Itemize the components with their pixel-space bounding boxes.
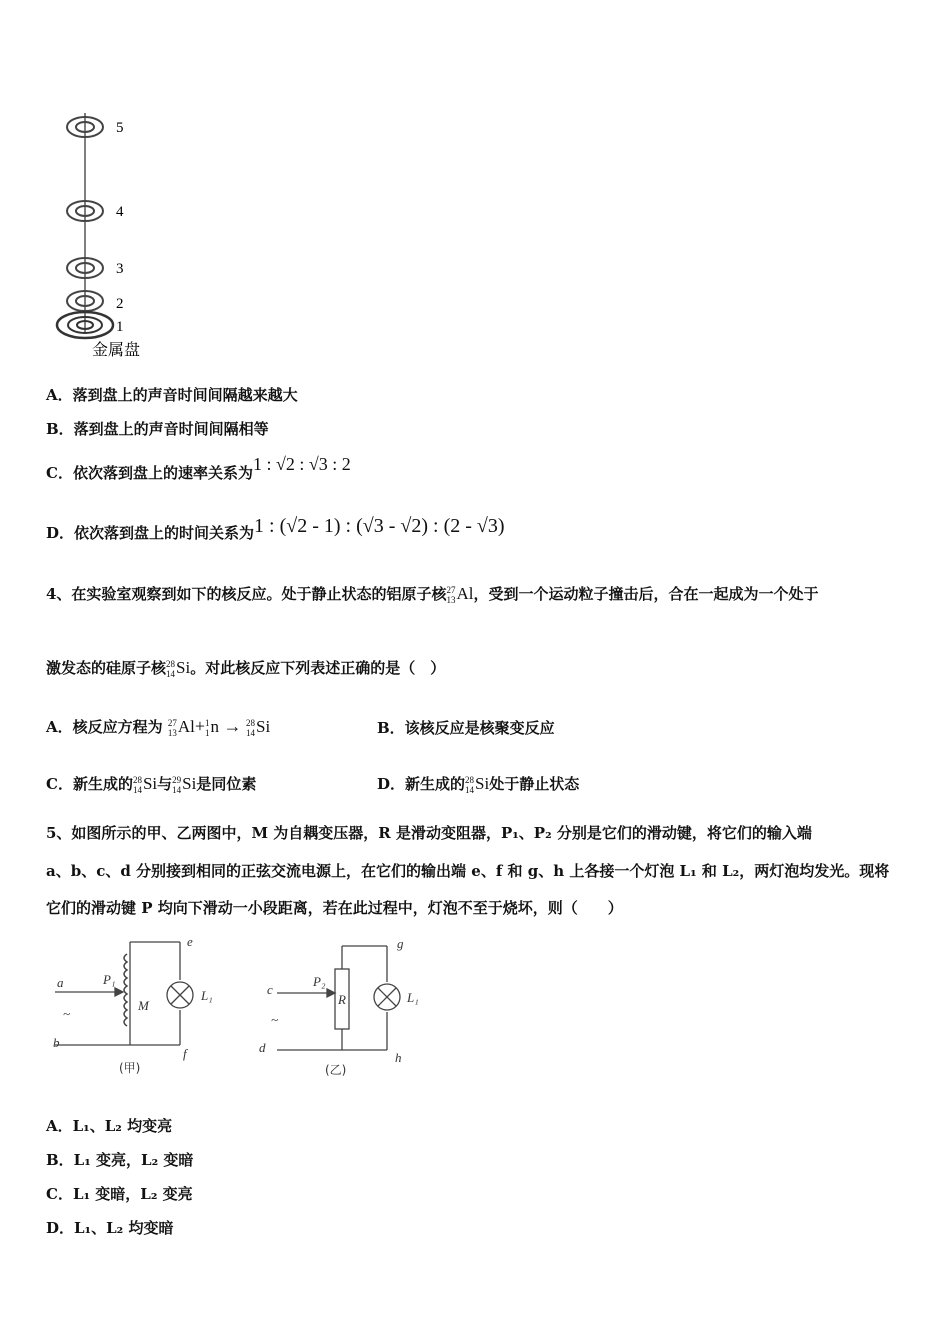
ring-label-2: 2 [116, 296, 124, 312]
circuit-yi [277, 946, 387, 1050]
caption-yi: (乙) [325, 1063, 347, 1077]
q5-option-c[interactable]: C．L₁ 变暗，L₂ 变亮 [46, 1185, 193, 1203]
q3-option-c-math: 1 : √2 : √3 : 2 [252, 454, 351, 474]
ring-label-3: 3 [116, 261, 124, 277]
d-si-28 [465, 774, 489, 795]
q4-option-c[interactable] [46, 774, 256, 795]
q4-option-c-text2: 与 [157, 775, 173, 793]
plate-label: 金属盘 [92, 340, 141, 359]
ring-label-5: 5 [116, 120, 124, 136]
eq-al-symbol: Al [177, 717, 195, 736]
label-tilde-jia: ~ [63, 1006, 71, 1021]
c-si29-mass: 29 [172, 775, 182, 785]
q5-option-d[interactable]: D．L₁、L₂ 均变暗 [46, 1219, 174, 1237]
q3-option-d-text: D．依次落到盘上的时间关系为 [46, 524, 255, 542]
q4-option-d[interactable] [377, 774, 579, 795]
equation-si [246, 717, 270, 738]
eq-al-charge: 13 [167, 728, 177, 738]
q4-option-c-text3: 是同位素 [196, 775, 257, 793]
circuit-figure [45, 932, 445, 1082]
nuclide-al-27 [446, 584, 473, 605]
eq-si-charge: 14 [246, 728, 256, 738]
q4-stem-part2: ，受到一个运动粒子撞击后，合在一起成为一个处于 [473, 585, 819, 603]
label-f: f [183, 1046, 187, 1061]
si28-charge: 14 [166, 669, 176, 679]
d-si28-symbol: Si [475, 774, 490, 793]
q5-option-a[interactable]: A．L₁、L₂ 均变亮 [46, 1117, 173, 1135]
ring-label-4: 4 [116, 204, 124, 220]
label-tilde-yi: ~ [271, 1012, 279, 1027]
c-si29-charge: 14 [172, 785, 182, 795]
eq-si-symbol: Si [256, 717, 271, 736]
label-p2: P₂ [313, 974, 326, 989]
nuclide-si-28 [166, 658, 190, 679]
equation-al [168, 717, 195, 738]
q4-option-b[interactable]: B．该核反应是核聚变反应 [377, 719, 555, 737]
label-d: d [259, 1040, 266, 1055]
ring-label-1: 1 [116, 319, 124, 335]
c-si-28 [133, 774, 157, 795]
q4-option-a[interactable] [46, 716, 270, 738]
label-g: g [397, 936, 404, 951]
plus-sign: + [194, 716, 206, 736]
caption-jia: (甲) [119, 1061, 141, 1075]
label-e: e [187, 934, 193, 949]
eq-si-mass: 28 [246, 718, 256, 728]
q5-option-b[interactable]: B．L₁ 变亮，L₂ 变暗 [46, 1151, 194, 1169]
label-c: c [267, 982, 273, 997]
label-r: R [338, 992, 346, 1007]
q4-option-a-text: A．核反应方程为 [46, 718, 163, 736]
circuit-jia [55, 942, 180, 1045]
q4-option-d-text2: 处于静止状态 [489, 775, 580, 793]
al-symbol: Al [456, 584, 474, 603]
label-l1-jia: L₁ [201, 988, 213, 1003]
al-mass: 27 [446, 585, 456, 595]
si28-mass: 28 [166, 659, 176, 669]
q4-stem-part1: 4、在实验室观察到如下的核反应。处于静止状态的铝原子核 [46, 585, 447, 603]
arrow-icon: → [219, 716, 247, 736]
q4-option-d-text1: D．新生成的 [377, 775, 466, 793]
q3-option-c[interactable] [46, 454, 351, 483]
q4-stem-line2 [46, 658, 445, 679]
label-l1-yi: L₁ [407, 990, 419, 1005]
eq-al-mass: 27 [167, 718, 177, 728]
q3-option-d-math: 1 : (√2 - 1) : (√3 - √2) : (2 - √3) [254, 515, 505, 537]
c-si-29 [172, 774, 196, 795]
label-a: a [57, 975, 64, 990]
label-h: h [395, 1050, 402, 1065]
q3-option-a[interactable]: A．落到盘上的声音时间间隔越来越大 [46, 386, 298, 404]
eq-n-mass: 1 [205, 718, 210, 728]
si28-symbol: Si [176, 658, 191, 677]
lamp-icon [167, 982, 193, 1008]
label-b: b [53, 1035, 60, 1050]
q3-option-c-text: C．依次落到盘上的速率关系为 [46, 464, 253, 482]
d-si28-charge: 14 [465, 785, 475, 795]
q5-stem-line2: a、b、c、d 分别接到相同的正弦交流电源上，在它们的输出端 e、f 和 g、h 上各接一个灯泡 L₁ 和 L₂，两灯泡均发光。现将 [46, 862, 890, 880]
c-si28-charge: 14 [132, 785, 142, 795]
falling-rings-figure [40, 105, 180, 365]
lamp-icon-yi [374, 984, 400, 1010]
d-si28-mass: 28 [465, 775, 475, 785]
q5-stem-line1: 5、如图所示的甲、乙两图中，M 为自耦变压器，R 是滑动变阻器，P₁、P₂ 分别是它们的滑动键，将它们的输入端 [46, 824, 812, 842]
q3-option-d[interactable] [46, 515, 505, 543]
eq-n-charge: 1 [205, 728, 210, 738]
eq-n-symbol: n [210, 717, 220, 736]
equation-n [205, 717, 219, 738]
c-si28-mass: 28 [132, 775, 142, 785]
label-m: M [138, 998, 149, 1013]
q4-option-c-text1: C．新生成的 [46, 775, 133, 793]
c-si28-symbol: Si [142, 774, 158, 793]
q4-stem-part3: 激发态的硅原子核 [46, 659, 167, 677]
al-charge: 13 [446, 595, 456, 605]
q4-stem-part4: 。对此核反应下列表述正确的是（ ） [190, 659, 446, 677]
c-si29-symbol: Si [182, 774, 197, 793]
label-p1: P₁ [103, 972, 116, 987]
q5-stem-line3: 它们的滑动键 P 均向下滑动一小段距离，若在此过程中，灯泡不至于烧坏，则（ ） [46, 899, 623, 917]
q4-stem-line1 [46, 584, 818, 605]
q3-option-b[interactable]: B．落到盘上的声音时间间隔相等 [46, 420, 269, 438]
